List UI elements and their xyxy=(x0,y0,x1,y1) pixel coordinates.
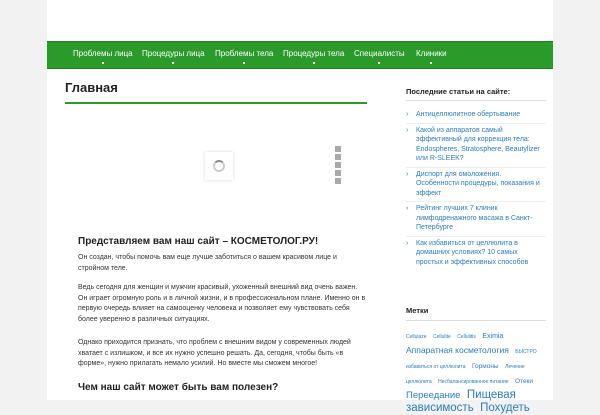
recent-post-link[interactable] xyxy=(406,170,546,199)
slider-dot[interactable] xyxy=(335,162,341,168)
recent-post-title: Рейтинг лучших 7 клиник лимфодренажного масажа в Санкт-Петербурге xyxy=(416,205,533,231)
recent-post-link[interactable] xyxy=(406,126,546,164)
main-navigation xyxy=(47,41,553,69)
nav-item-body-procedures[interactable] xyxy=(283,49,344,58)
loading-spinner-icon xyxy=(213,160,225,172)
chevron-right-icon: › xyxy=(406,126,409,134)
dropdown-indicator-icon xyxy=(430,62,432,64)
recent-posts-title: Последние статьи на сайте: xyxy=(406,87,511,96)
slider-dot[interactable] xyxy=(335,154,341,160)
tag-link[interactable]: Cellulite xyxy=(433,334,451,340)
dropdown-indicator-icon xyxy=(243,62,245,64)
tag-link[interactable]: Пищевая зависимость xyxy=(406,389,516,414)
tag-cloud xyxy=(406,328,546,414)
slider-dot[interactable] xyxy=(335,178,341,184)
nav-label: Проблемы лица xyxy=(73,49,133,58)
recent-posts-list xyxy=(406,110,546,273)
intro-heading: Представляем вам наш сайт – КОСМЕТОЛОГ.РУ! xyxy=(78,236,319,247)
tags-divider xyxy=(406,320,546,321)
useful-heading: Чем наш сайт может быть вам полезен? xyxy=(78,382,279,393)
recent-post-title: Как избавиться от целлюлита в домашних условиях? 10 самых простых и эффективных способов xyxy=(416,239,529,266)
divider xyxy=(406,201,546,202)
tag-link[interactable]: Cellulaze xyxy=(406,334,427,340)
nav-item-face-procedures[interactable] xyxy=(142,49,205,58)
recent-posts-divider xyxy=(406,100,546,101)
tag-link[interactable]: Аппаратная косметология xyxy=(406,345,509,355)
chevron-right-icon: › xyxy=(406,170,409,178)
tag-link[interactable]: Лечение целлюлита xyxy=(406,364,525,385)
intro-paragraph-1: Он создан, чтобы помочь вам еще лучше заботиться о вашем красивом лице и стройном теле. xyxy=(78,254,337,272)
recent-post-title: Какой из аппаратов самый эффективный для коррекция тела: Endospheres, Stratosphere, Beautylizer или R-SLEEK? xyxy=(416,126,540,162)
nav-item-body-problems[interactable] xyxy=(215,49,273,58)
dropdown-indicator-icon xyxy=(378,62,380,64)
nav-item-face-problems[interactable] xyxy=(73,49,133,58)
nav-item-clinics[interactable] xyxy=(416,49,447,58)
nav-label: Проблемы тела xyxy=(215,49,274,58)
slider-dot[interactable] xyxy=(335,146,341,152)
intro-paragraph-2: Ведь сегодня для женщин и мужчин красивый, ухоженный внешний вид очень важен. Он играет огромную роль и в личной жизни, и в профессиональном плане. Именно он в первую очередь влияет на самооценку человека и позволяет ему чувствовать себя более уверенно в различных ситуациях. xyxy=(78,284,366,323)
recent-post-link[interactable] xyxy=(406,110,546,120)
nav-label: Клиники xyxy=(416,49,447,58)
title-underline xyxy=(65,102,367,104)
divider xyxy=(406,236,546,237)
divider xyxy=(406,123,546,124)
tag-link[interactable]: Несбалансированное питание xyxy=(438,379,509,385)
tag-link[interactable]: БЫСТРО избавиться от целлюлита xyxy=(406,349,537,370)
recent-post-title: Антицеллюлитное обертывание xyxy=(416,111,521,118)
nav-label: Процедуры тела xyxy=(283,49,345,58)
main-content xyxy=(65,70,367,400)
nav-item-specialists[interactable] xyxy=(354,49,405,58)
dropdown-indicator-icon xyxy=(102,62,104,64)
tag-link[interactable]: Cellulitis xyxy=(457,334,476,340)
slider-pagination[interactable] xyxy=(335,146,341,186)
tag-link[interactable]: Переедание xyxy=(406,390,461,401)
recent-post-title: Диспорт для омоложения. Особенности процедуры, показания и эффект xyxy=(416,170,540,197)
nav-label: Специалисты xyxy=(354,49,405,58)
recent-post-link[interactable] xyxy=(406,204,546,233)
dropdown-indicator-icon xyxy=(313,62,315,64)
chevron-right-icon: › xyxy=(406,111,409,118)
nav-label: Процедуры лица xyxy=(142,49,205,58)
divider xyxy=(406,167,546,168)
slider-dot[interactable] xyxy=(335,170,341,176)
tag-link[interactable]: Отеки xyxy=(514,378,534,385)
chevron-right-icon: › xyxy=(406,205,409,212)
chevron-right-icon: › xyxy=(406,239,409,247)
tag-link[interactable]: Гормоны xyxy=(471,363,499,370)
tags-title: Метки xyxy=(406,306,429,315)
tag-link[interactable]: Похудеть xyxy=(480,402,530,414)
dropdown-indicator-icon xyxy=(172,62,174,64)
page-title: Главная xyxy=(65,80,118,95)
tag-link[interactable]: Eximia xyxy=(482,333,504,340)
intro-paragraph-3: Однако приходится признать, что проблем с внешним видом у современных людей хватает с излишком, и все их нужно успешно решать. Да, сегодня, чтобы быть «в форме», нужно прилагать немало усилий. Но вместе мы сможем многое! xyxy=(78,339,351,367)
recent-post-link[interactable] xyxy=(406,239,546,268)
